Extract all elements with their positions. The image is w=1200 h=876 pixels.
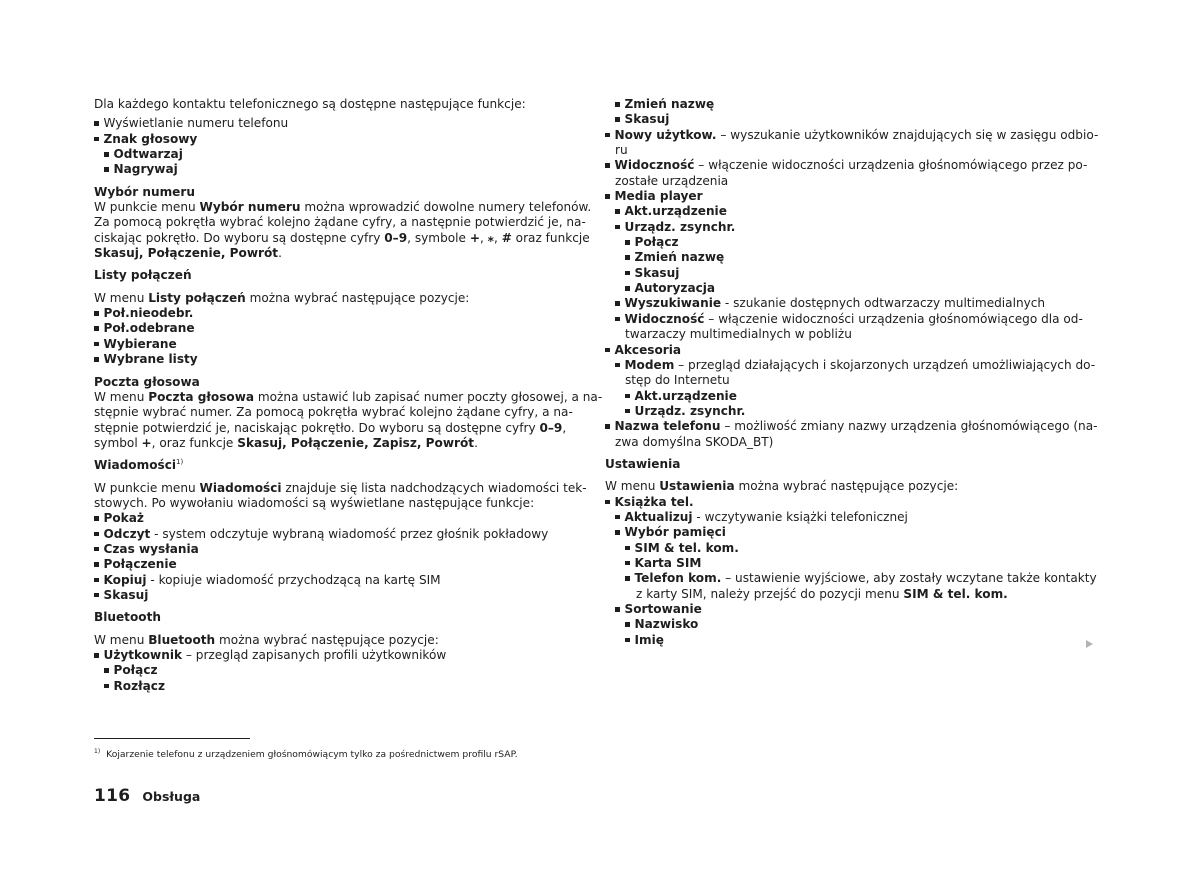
text-line xyxy=(605,143,1090,158)
text-run: zostałe urządzenia xyxy=(615,173,729,188)
bullet-icon xyxy=(625,622,630,627)
bold-term: Poł.nieodebr. xyxy=(103,306,194,321)
bold-term: Wybierane xyxy=(103,336,177,351)
footnote-divider xyxy=(94,738,250,739)
list-item xyxy=(605,235,1090,250)
page-footer xyxy=(94,786,200,806)
text-line xyxy=(94,610,579,625)
text-run: W menu xyxy=(605,479,660,494)
list-item xyxy=(605,220,1090,235)
text-run: stowych. Po wywołaniu wiadomości są wyświetlane następujące funkcje: xyxy=(94,495,535,510)
bold-term: Czas wysłania xyxy=(103,541,199,556)
list-item xyxy=(605,127,1099,143)
list-item xyxy=(94,132,579,147)
list-item xyxy=(94,679,579,694)
list-item xyxy=(605,510,1090,525)
text-line xyxy=(94,496,579,511)
text-line xyxy=(94,633,579,648)
bold-term: Zmień nazwę xyxy=(624,97,715,111)
text-run: , xyxy=(562,420,567,435)
text-run: , symbole xyxy=(407,230,470,245)
text-run: , xyxy=(493,230,502,245)
text-run: - system odczytuje wybraną wiadomość przez głośnik pokładowy xyxy=(150,526,549,541)
list-item xyxy=(605,495,1090,510)
bullet-icon xyxy=(605,500,610,505)
list-item xyxy=(605,419,1098,434)
bullet-icon xyxy=(94,357,99,362)
bold-term: Skasuj, Połączenie, Zapisz, Powrót xyxy=(237,435,475,450)
text-run: – włączenie widoczności urządzenia głośnomówiącego przez po- xyxy=(694,158,1088,173)
text-run: – możliwość zmiany nazwy urządzenia głośnomówiącego (na- xyxy=(720,419,1098,434)
footnote xyxy=(94,749,518,760)
bold-term: Telefon kom. xyxy=(634,571,722,586)
text-run: twarzaczy multimedialnych w pobliżu xyxy=(625,327,852,342)
bold-term: Wybór pamięci xyxy=(624,525,726,540)
list-item xyxy=(605,571,1097,586)
list-item xyxy=(94,321,579,336)
bold-term: ⁎ xyxy=(487,230,494,245)
text-run: ru xyxy=(615,143,628,158)
bullet-icon xyxy=(615,225,620,230)
list-item xyxy=(605,343,1090,358)
bullet-icon xyxy=(94,326,99,331)
bullet-icon xyxy=(615,363,620,368)
bullet-icon xyxy=(625,255,630,260)
list-item xyxy=(94,588,579,603)
bold-term: Kopiuj xyxy=(103,572,147,587)
bullet-icon xyxy=(625,286,630,291)
list-item xyxy=(94,511,579,526)
list-item xyxy=(94,542,579,557)
text-line xyxy=(605,435,1090,450)
bullet-icon xyxy=(94,311,99,316)
text-run: . xyxy=(474,435,478,450)
text-run: W menu xyxy=(94,632,149,647)
page-number: 116 xyxy=(94,786,131,806)
bullet-icon xyxy=(94,653,99,658)
text-run: – przegląd działających i skojarzonych urządzeń umożliwiających do- xyxy=(674,357,1096,372)
bold-term: Ustawienia xyxy=(659,479,735,494)
list-item xyxy=(605,296,1090,311)
bold-term: Wyszukiwanie xyxy=(624,296,722,311)
bold-term: Nazwisko xyxy=(634,617,699,632)
text-run: – ustawienie wyjściowe, aby zostały wczytane także kontakty xyxy=(721,571,1097,586)
text-line xyxy=(94,200,592,215)
bold-term: Pokaż xyxy=(103,511,144,526)
list-item xyxy=(605,556,1090,571)
bold-term: Wybór numeru xyxy=(199,200,301,215)
bold-term: Połączenie xyxy=(103,557,177,572)
text-line xyxy=(605,587,1090,602)
bullet-icon xyxy=(104,152,109,157)
bold-term: Zmień nazwę xyxy=(634,250,725,265)
bold-term: Akt.urządzenie xyxy=(634,388,737,403)
text-run: , oraz funkcje xyxy=(151,435,238,450)
bullet-icon xyxy=(625,638,630,643)
bullet-icon xyxy=(615,607,620,612)
bold-term: Urządz. zsynchr. xyxy=(634,403,746,418)
footnote-ref: 1) xyxy=(176,458,184,467)
list-item xyxy=(94,527,579,542)
list-item xyxy=(605,97,1090,112)
list-item xyxy=(605,250,1090,265)
text-line xyxy=(94,421,579,436)
list-item xyxy=(94,337,579,352)
text-line xyxy=(94,97,579,112)
bullet-icon xyxy=(94,121,99,126)
text-run: znajduje się lista nadchodzących wiadomości tek- xyxy=(281,480,587,495)
bold-term: Modem xyxy=(624,357,675,372)
text-run: Wyświetlanie numeru telefonu xyxy=(103,116,289,131)
text-line xyxy=(605,327,1090,342)
text-run: , xyxy=(479,230,488,245)
right-column xyxy=(605,97,1099,648)
text-line xyxy=(94,291,579,306)
bullet-icon xyxy=(605,163,610,168)
bullet-icon xyxy=(94,137,99,142)
text-line xyxy=(94,389,603,405)
bold-term: Połącz xyxy=(113,663,158,678)
list-item xyxy=(94,663,579,678)
bold-term: Urządz. zsynchr. xyxy=(624,219,736,234)
list-item xyxy=(605,404,1090,419)
bold-term: Sortowanie xyxy=(624,602,702,616)
list-item xyxy=(605,525,1090,540)
text-line xyxy=(94,480,587,496)
bold-term: Wybór numeru xyxy=(94,184,195,199)
list-item xyxy=(94,116,579,131)
text-line xyxy=(605,174,1090,189)
text-line xyxy=(94,215,586,230)
bullet-icon xyxy=(625,576,630,581)
bold-term: 0–9 xyxy=(384,230,408,245)
bold-term: Wiadomości xyxy=(94,458,177,473)
text-run: można wybrać następujące pozycje: xyxy=(734,479,959,494)
list-item xyxy=(94,352,579,367)
bold-term: Bluetooth xyxy=(148,632,216,647)
bullet-icon xyxy=(615,102,620,107)
text-line xyxy=(94,436,579,451)
text-run: zwa domyślna SKODA_BT) xyxy=(615,434,774,449)
list-item xyxy=(605,266,1090,281)
text-run: - wczytywanie książki telefonicznej xyxy=(692,509,908,524)
text-run: – włączenie widoczności urządzenia głośnomówiącego dla od- xyxy=(704,311,1083,326)
bold-term: Ustawienia xyxy=(605,456,681,471)
text-line xyxy=(94,375,579,390)
bold-term: Listy połączeń xyxy=(148,290,246,305)
bullet-icon xyxy=(625,409,630,414)
text-run: - szukanie dostępnych odtwarzaczy multimedialnych xyxy=(721,296,1046,311)
bullet-icon xyxy=(615,317,620,322)
text-run: W menu xyxy=(94,389,149,404)
list-item xyxy=(605,204,1090,219)
bold-term: Odtwarzaj xyxy=(113,147,183,162)
bullet-icon xyxy=(605,133,610,138)
text-run: można ustawić lub zapisać numer poczty głosowej, a na- xyxy=(254,389,603,404)
bullet-icon xyxy=(94,593,99,598)
list-item xyxy=(94,147,579,162)
bold-term: Wybrane listy xyxy=(103,352,198,367)
bold-term: Widoczność xyxy=(624,311,705,326)
list-item xyxy=(605,541,1090,556)
bold-term: Skasuj xyxy=(634,265,680,280)
list-item xyxy=(605,633,1090,648)
text-line xyxy=(94,268,579,283)
bold-term: Poczta głosowa xyxy=(94,374,200,389)
bold-term: Książka tel. xyxy=(614,494,694,509)
bullet-icon xyxy=(605,348,610,353)
bold-term: Akcesoria xyxy=(614,342,682,357)
text-line xyxy=(605,373,1090,388)
bullet-icon xyxy=(94,342,99,347)
bullet-icon xyxy=(94,516,99,521)
bullet-icon xyxy=(94,578,99,583)
text-run: z karty SIM, należy przejść do pozycji menu xyxy=(636,586,904,601)
bullet-icon xyxy=(615,301,620,306)
bold-term: Akt.urządzenie xyxy=(624,204,727,219)
list-item xyxy=(605,357,1096,373)
bold-term: Aktualizuj xyxy=(624,509,693,524)
bullet-icon xyxy=(104,668,109,673)
list-item xyxy=(605,389,1090,404)
text-line xyxy=(605,457,1090,472)
bold-term: # xyxy=(501,230,512,245)
bullet-icon xyxy=(605,194,610,199)
text-run: można wprowadzić dowolne numery telefonów. xyxy=(300,200,592,215)
list-item xyxy=(94,648,579,663)
bold-term: + xyxy=(469,230,480,245)
list-item xyxy=(605,312,1090,327)
text-run: W punkcie menu xyxy=(94,480,200,495)
text-run: – przegląd zapisanych profili użytkowników xyxy=(182,648,447,662)
text-line xyxy=(94,246,579,261)
bold-term: SIM & tel. kom. xyxy=(634,540,739,555)
bullet-icon xyxy=(94,532,99,537)
text-run: W punkcie menu xyxy=(94,200,200,215)
list-item xyxy=(94,306,579,321)
bullet-icon xyxy=(615,117,620,122)
text-line xyxy=(605,479,1090,494)
list-item xyxy=(605,158,1090,173)
text-run: stęp do Internetu xyxy=(625,373,730,388)
bold-term: Nazwa telefonu xyxy=(614,419,721,434)
bold-term: Znak głosowy xyxy=(103,131,198,146)
footnote-text: Kojarzenie telefonu z urządzeniem głośnomówiącym tylko za pośrednictwem profilu rSAP. xyxy=(106,749,518,760)
bullet-icon xyxy=(615,530,620,535)
text-run: można wybrać następujące pozycje: xyxy=(215,632,439,647)
list-item xyxy=(605,281,1090,296)
bold-term: + xyxy=(141,435,152,450)
bullet-icon xyxy=(94,547,99,552)
bullet-icon xyxy=(625,271,630,276)
bold-term: Autoryzacja xyxy=(634,281,716,296)
bullet-icon xyxy=(625,546,630,551)
bold-term: Listy połączeń xyxy=(94,268,192,283)
text-run: stępnie wybrać numer. Za pomocą pokrętła wybrać kolejno żądane cyfry, a na- xyxy=(94,405,573,420)
bullet-icon xyxy=(104,684,109,689)
bold-term: Skasuj xyxy=(624,112,670,127)
text-line xyxy=(94,230,590,246)
bold-term: Media player xyxy=(614,189,703,204)
text-run: . xyxy=(278,246,282,261)
bold-term: Odczyt xyxy=(103,526,151,541)
bold-term: Użytkownik xyxy=(103,648,183,662)
bold-term: Imię xyxy=(634,632,664,647)
list-item xyxy=(605,189,1090,204)
bullet-icon xyxy=(605,424,610,429)
list-item xyxy=(94,557,579,572)
bullet-icon xyxy=(104,167,109,172)
text-run: – wyszukanie użytkowników znajdujących się w zasięgu odbio- xyxy=(716,127,1099,142)
bold-term: Skasuj xyxy=(103,587,149,602)
left-column xyxy=(94,97,603,694)
bold-term: Widoczność xyxy=(614,158,695,173)
bullet-icon xyxy=(625,240,630,245)
bullet-icon xyxy=(625,561,630,566)
bold-term: Nagrywaj xyxy=(113,162,178,177)
bold-term: Poczta głosowa xyxy=(148,389,255,404)
bold-term: Karta SIM xyxy=(634,555,702,570)
list-item xyxy=(94,162,579,177)
text-run: ciskając pokrętło. Do wyboru są dostępne cyfry xyxy=(94,230,385,245)
text-line xyxy=(94,405,579,420)
bullet-icon xyxy=(625,394,630,399)
list-item xyxy=(605,602,1090,617)
bold-term: 0–9 xyxy=(539,420,563,435)
text-run: symbol xyxy=(94,435,142,450)
text-run: - kopiuje wiadomość przychodzącą na kartę SIM xyxy=(146,572,441,587)
bold-term: Poł.odebrane xyxy=(103,321,195,336)
list-item xyxy=(605,112,1090,127)
bold-term: Skasuj, Połączenie, Powrót xyxy=(94,246,279,261)
text-line xyxy=(94,458,579,473)
bold-term: Bluetooth xyxy=(94,610,161,625)
text-run: W menu xyxy=(94,290,149,305)
bold-term: Rozłącz xyxy=(113,678,166,693)
bullet-icon xyxy=(615,209,620,214)
bold-term: Nowy użytkow. xyxy=(614,127,717,142)
list-item xyxy=(605,617,1090,632)
bold-term: Wiadomości xyxy=(199,480,282,495)
bold-term: SIM & tel. kom. xyxy=(903,586,1008,601)
text-run: Za pomocą pokrętła wybrać kolejno żądane cyfry, a następnie potwierdzić je, na- xyxy=(94,215,586,230)
text-run: można wybrać następujące pozycje: xyxy=(245,290,470,305)
text-line xyxy=(94,185,579,200)
footnote-marker: 1) xyxy=(94,748,101,755)
continue-arrow-icon xyxy=(1086,640,1093,648)
bold-term: Połącz xyxy=(634,235,679,250)
text-run: oraz funkcje xyxy=(511,230,590,245)
list-item xyxy=(94,573,579,588)
bullet-icon xyxy=(615,515,620,520)
text-run: stępnie potwierdzić je, naciskając pokrętło. Do wyboru są dostępne cyfry xyxy=(94,420,540,435)
section-label: Obsługa xyxy=(142,789,201,804)
text-run: Dla każdego kontaktu telefonicznego są dostępne następujące funkcje: xyxy=(94,97,526,111)
bullet-icon xyxy=(94,562,99,567)
